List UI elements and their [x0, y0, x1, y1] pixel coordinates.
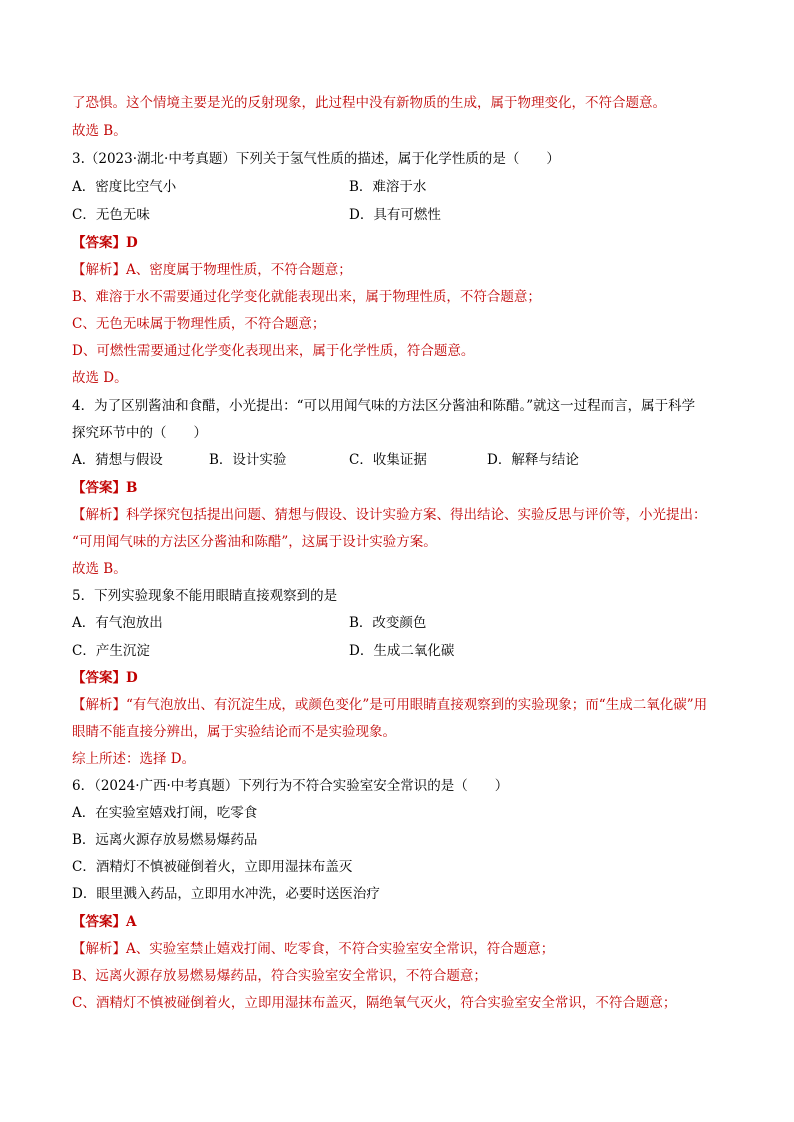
analysis-text: 【解析】科学探究包括提出问题、猜想与假设、设计实验方案、得出结论、实验反思与评价等，小光提出： [72, 507, 707, 523]
answer-label: 【答案】D [72, 670, 138, 686]
analysis-text: 【解析】A、密度属于物理性质，不符合题意； [72, 262, 352, 278]
analysis-text: 了恐惧。这个情境主要是光的反射现象，此过程中没有新物质的生成，属于物理变化，不符合题意。 [72, 95, 666, 111]
option-b: B．远离火源存放易燃易爆药品 [72, 832, 258, 848]
option-b: B．设计实验 [209, 452, 287, 468]
option-d: D．眼里溅入药品，立即用水冲洗，必要时送医治疗 [72, 886, 380, 902]
analysis-text: 【解析】“有气泡放出、有沉淀生成，或颜色变化”是可用眼睛直接观察到的实验现象；而“生成二氧化碳”用 [72, 697, 708, 713]
analysis-text: D、可燃性需要通过化学变化表现出来，属于化学性质，符合题意。 [72, 343, 475, 359]
conclusion-text: 综上所述：选择 D。 [72, 751, 196, 767]
question-6: 6．（2024·广西·中考真题）下列行为不符合实验室安全常识的是（ ） [72, 778, 509, 794]
option-a: A．在实验室嬉戏打闹，吃零食 [72, 805, 258, 821]
conclusion-text: 故选 D。 [72, 370, 128, 386]
answer-label: 【答案】B [72, 480, 138, 496]
analysis-text: 【解析】A、实验室禁止嬉戏打闹、吃零食，不符合实验室安全常识，符合题意； [72, 941, 555, 957]
option-c: C．酒精灯不慎被碰倒着火，立即用湿抹布盖灭 [72, 859, 353, 875]
option-d: D．具有可燃性 [349, 207, 441, 223]
option-d: D．解释与结论 [487, 452, 579, 468]
option-b: B．改变颜色 [349, 615, 427, 631]
option-d: D．生成二氧化碳 [349, 643, 455, 659]
option-a: A．密度比空气小 [72, 179, 177, 195]
answer-label: 【答案】A [72, 914, 137, 930]
conclusion-text: 故选 B。 [72, 123, 127, 139]
question-3: 3.（2023·湖北·中考真题）下列关于氢气性质的描述，属于化学性质的是（ ） [72, 151, 560, 167]
option-a: A．猜想与假设 [72, 452, 163, 468]
analysis-text: “可用闻气味的方法区分酱油和陈醋”，这属于设计实验方案。 [72, 534, 437, 550]
answer-label: 【答案】D [72, 235, 138, 251]
analysis-text: B、难溶于水不需要通过化学变化就能表现出来，属于物理性质，不符合题意； [72, 289, 541, 305]
option-c: C．产生沉淀 [72, 643, 150, 659]
option-c: C．收集证据 [349, 452, 427, 468]
conclusion-text: 故选 B。 [72, 561, 127, 577]
option-b: B．难溶于水 [349, 179, 427, 195]
analysis-text: B、远离火源存放易燃易爆药品，符合实验室安全常识，不符合题意； [72, 968, 487, 984]
question-5: 5．下列实验现象不能用眼睛直接观察到的是 [72, 588, 338, 604]
analysis-text: C、无色无味属于物理性质，不符合题意； [72, 316, 326, 332]
question-4: 4．为了区别酱油和食醋，小光提出：“可以用闻气味的方法区分酱油和陈醋。”就这一过程而言，属于科学 [72, 398, 696, 414]
option-c: C．无色无味 [72, 207, 150, 223]
analysis-text: 眼睛不能直接分辨出，属于实验结论而不是实验现象。 [72, 724, 396, 740]
option-a: A．有气泡放出 [72, 615, 163, 631]
analysis-text: C、酒精灯不慎被碰倒着火，立即用湿抹布盖灭，隔绝氧气灭火，符合实验室安全常识，不符合题意； [72, 995, 677, 1011]
question-4-cont: 探究环节中的（ ） [72, 425, 207, 441]
